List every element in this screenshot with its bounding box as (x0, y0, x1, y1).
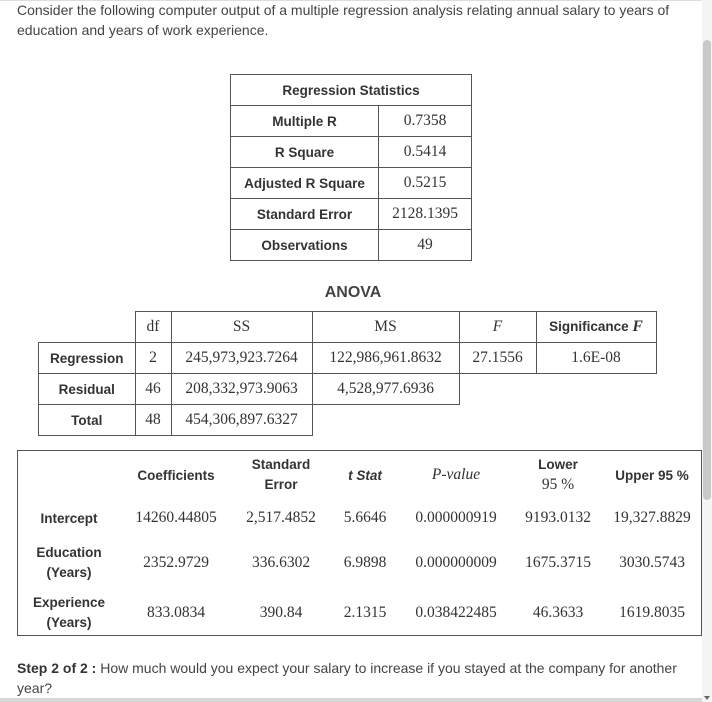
coef-p: 0.000000919 (415, 509, 497, 526)
coef-upper: 3030.5743 (619, 554, 685, 571)
lower-line1: Lower (538, 457, 578, 472)
stat-value: 0.7358 (379, 106, 472, 137)
t-stat-label: t Stat (348, 467, 382, 483)
table-row (39, 374, 657, 405)
coef-se: 390.84 (259, 604, 303, 621)
stat-label: Multiple R (231, 106, 379, 137)
anova-header-ss: SS (171, 312, 312, 343)
problem-intro: Consider the following computer output of a multiple regression analysis relating annual salary to years of education and years of work experience. (17, 2, 670, 38)
table-header-row (17, 451, 701, 500)
coef-t: 2.1315 (343, 604, 387, 621)
anova-header-significance-f (536, 312, 656, 343)
se-line2: Error (264, 477, 298, 492)
anova-df: 48 (135, 405, 171, 436)
coef-header-coefficients: Coefficients (121, 451, 231, 500)
se-line1: Standard (251, 457, 311, 472)
coef-header-lower-95 (513, 451, 603, 500)
table-row (39, 405, 657, 436)
step-question-text: How much would you expect your salary to increase if you stayed at the company for another year? (17, 660, 677, 696)
coef-lower: 46.3633 (532, 604, 584, 621)
coef-header-upper-95: Upper 95 % (603, 451, 701, 500)
anova-df: 2 (135, 343, 171, 374)
coef-header-t-stat (331, 451, 399, 500)
coef-value: 833.0834 (146, 604, 206, 621)
anova-row-label: Regression (39, 343, 136, 374)
stat-value: 0.5414 (379, 137, 472, 168)
coef-lower: 1675.3715 (525, 554, 591, 571)
coef-header-standard-error (231, 451, 331, 500)
coef-value: 14260.44805 (135, 509, 217, 526)
significance-f-letter: F (632, 318, 643, 335)
stat-label: R Square (231, 137, 379, 168)
coef-row-label-line2: (Years) (46, 615, 92, 630)
coef-se: 2,517.4852 (246, 509, 316, 526)
anova-f: 27.1556 (459, 343, 536, 374)
anova-row-label: Residual (39, 374, 136, 405)
coef-row-label-line2: (Years) (46, 565, 92, 580)
coef-t: 6.9898 (343, 554, 387, 571)
table-row (231, 230, 472, 261)
coef-row-label-line1: Education (36, 545, 102, 560)
coef-upper: 19,327.8829 (613, 509, 691, 526)
anova-title: ANOVA (324, 284, 382, 301)
anova-header-f: F (459, 312, 536, 343)
coef-row-label-line1: Experience (32, 595, 106, 610)
coef-t: 5.6646 (343, 509, 387, 526)
anova-table (38, 311, 657, 436)
anova-ss: 454,306,897.6327 (171, 405, 312, 436)
stat-value: 0.5215 (379, 168, 472, 199)
stat-value: 49 (379, 230, 472, 261)
vertical-scrollbar[interactable] (702, 0, 712, 702)
horizontal-scrollbar[interactable] (0, 698, 702, 702)
anova-row-label: Total (39, 405, 136, 436)
coef-value: 2352.9729 (143, 554, 209, 571)
coef-lower: 9193.0132 (525, 509, 591, 526)
coef-se: 336.6302 (251, 554, 311, 571)
p-value-label: P-value (431, 466, 481, 483)
stat-label: Adjusted R Square (231, 168, 379, 199)
regression-statistics-title: Regression Statistics (231, 75, 472, 106)
anova-ss: 208,332,973.9063 (171, 374, 312, 405)
anova-significance: 1.6E-08 (536, 343, 656, 374)
anova-ms: 122,986,961.8632 (312, 343, 459, 374)
stat-value: 2128.1395 (379, 199, 472, 230)
scroll-down-arrow-icon[interactable] (704, 696, 710, 700)
coef-row-label: Intercept (40, 510, 98, 526)
coef-p: 0.000000009 (415, 554, 497, 571)
anova-header-ms: MS (312, 312, 459, 343)
table-row (39, 343, 657, 374)
significance-label: Significance (549, 319, 629, 334)
coef-row-label (17, 537, 121, 589)
coef-p: 0.038422485 (415, 604, 497, 621)
lower-line2: 95 % (541, 476, 575, 493)
coef-upper: 1619.8035 (619, 604, 685, 621)
coef-row-label (17, 589, 121, 637)
table-row (231, 199, 472, 230)
table-row (17, 589, 701, 637)
table-row (17, 499, 701, 537)
anova-ss: 245,973,923.7264 (171, 343, 312, 374)
table-header-row (39, 312, 657, 343)
anova-ms: 4,528,977.6936 (312, 374, 459, 405)
table-row (231, 106, 472, 137)
scrollbar-thumb[interactable] (703, 40, 711, 500)
table-row (17, 537, 701, 589)
stat-label: Observations (231, 230, 379, 261)
coef-header-p-value (399, 451, 513, 500)
anova-df: 46 (135, 374, 171, 405)
stat-label: Standard Error (231, 199, 379, 230)
regression-statistics-table (230, 74, 472, 261)
step-question (17, 658, 687, 698)
coefficients-table (17, 450, 701, 637)
table-row (231, 168, 472, 199)
anova-header-df: df (135, 312, 171, 343)
table-row (231, 137, 472, 168)
step-label: Step 2 of 2 : (17, 660, 97, 676)
